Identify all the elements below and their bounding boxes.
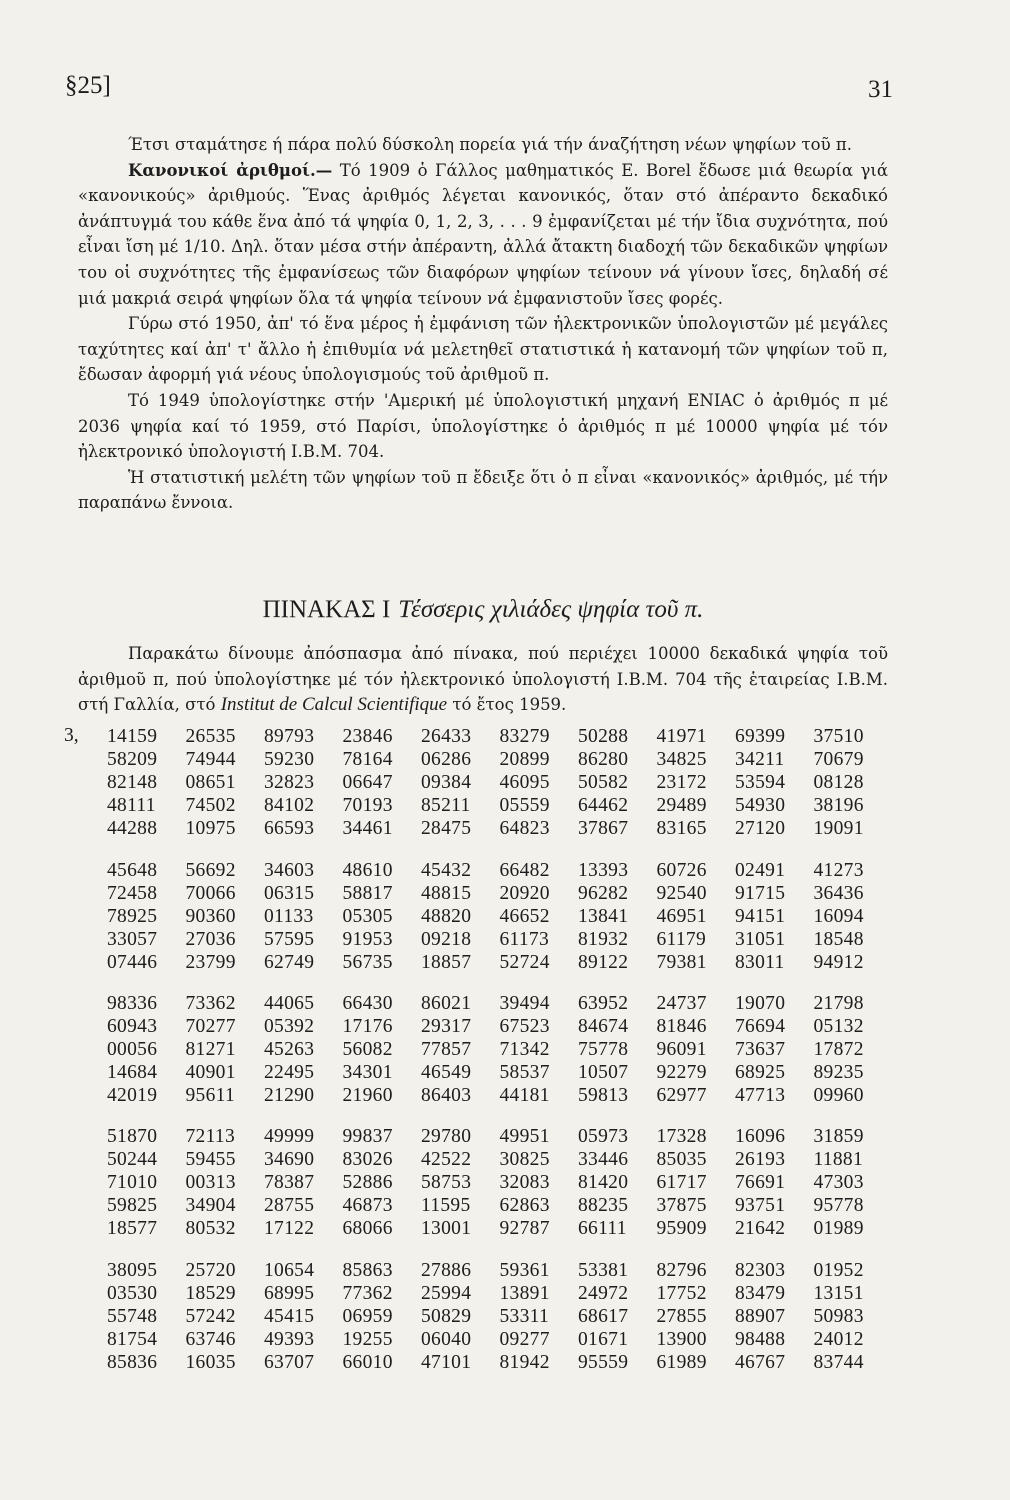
digit-group: 91715	[735, 883, 786, 905]
digit-group: 66111	[578, 1218, 627, 1240]
digit-group: 47101	[421, 1352, 472, 1374]
digit-group: 68066	[342, 1218, 393, 1240]
digit-group: 79381	[656, 952, 707, 974]
digit-group: 89235	[813, 1062, 864, 1084]
digit-group: 18529	[185, 1283, 236, 1305]
digit-group: 59230	[264, 749, 315, 771]
digit-group: 53381	[578, 1260, 629, 1281]
digit-group: 34603	[264, 860, 315, 881]
digit-row	[107, 1125, 892, 1148]
digit-group: 17122	[264, 1218, 315, 1240]
digit-group: 63952	[578, 993, 629, 1014]
digit-group: 34825	[656, 749, 707, 771]
digit-group: 37875	[656, 1195, 707, 1217]
digit-group: 84674	[578, 1016, 629, 1038]
digit-block	[107, 1125, 892, 1240]
digit-group: 23172	[656, 772, 707, 794]
digit-group: 05973	[578, 1126, 629, 1147]
digit-group: 18857	[421, 952, 472, 974]
digit-group: 56692	[185, 860, 236, 881]
digit-group: 83479	[735, 1283, 786, 1305]
digit-group: 17176	[342, 1016, 393, 1038]
digit-group: 26193	[735, 1149, 786, 1171]
digit-group: 83026	[342, 1149, 393, 1171]
digit-group: 61173	[499, 929, 550, 951]
digit-group: 77362	[342, 1283, 393, 1305]
digit-group: 17752	[656, 1283, 707, 1305]
digit-group: 06959	[342, 1306, 393, 1328]
digit-group: 05132	[813, 1016, 864, 1038]
digit-row	[107, 725, 892, 748]
digit-row	[107, 928, 892, 951]
digit-group: 46873	[342, 1195, 393, 1217]
digit-group: 55748	[107, 1306, 158, 1328]
digit-group: 89122	[578, 952, 629, 974]
digit-group: 69399	[735, 726, 786, 747]
digit-group: 77857	[421, 1039, 472, 1061]
digit-group: 66482	[499, 860, 550, 881]
digit-group: 18577	[107, 1218, 158, 1240]
digit-group: 13151	[813, 1283, 864, 1305]
digit-row	[107, 859, 892, 882]
digit-group: 28475	[421, 818, 472, 840]
digit-group: 00056	[107, 1039, 158, 1061]
digit-group: 84102	[264, 795, 315, 817]
digit-group: 31051	[735, 929, 786, 951]
digit-group: 14159	[107, 726, 158, 747]
digit-group: 21798	[813, 993, 864, 1014]
digit-group: 23799	[185, 952, 236, 974]
digit-group: 59813	[578, 1085, 629, 1107]
digit-group: 49951	[499, 1126, 550, 1147]
digit-group: 11881	[813, 1149, 864, 1171]
digit-block	[107, 992, 892, 1107]
digit-group: 13001	[421, 1218, 472, 1240]
digit-group: 29489	[656, 795, 707, 817]
digit-group: 60726	[656, 860, 707, 881]
digit-group: 89793	[264, 726, 315, 747]
digit-group: 16035	[185, 1352, 236, 1374]
digit-group: 33057	[107, 929, 158, 951]
digit-group: 83744	[813, 1352, 864, 1374]
digit-group: 05305	[342, 906, 393, 928]
digit-group: 82796	[656, 1260, 707, 1281]
digit-group: 38095	[107, 1260, 158, 1281]
digit-group: 81846	[656, 1016, 707, 1038]
digit-group: 09277	[499, 1329, 550, 1351]
section-marker: §25]	[65, 72, 111, 99]
digit-group: 41971	[656, 726, 707, 747]
digit-row	[107, 1328, 892, 1351]
digit-group: 24012	[813, 1329, 864, 1351]
digit-group: 78925	[107, 906, 158, 928]
digit-group: 47713	[735, 1085, 786, 1107]
digit-group: 24972	[578, 1283, 629, 1305]
digit-group: 26433	[421, 726, 472, 747]
digit-group: 85863	[342, 1260, 393, 1281]
digit-group: 38196	[813, 795, 864, 817]
digit-group: 50244	[107, 1149, 158, 1171]
digit-group: 48815	[421, 883, 472, 905]
digit-group: 72458	[107, 883, 158, 905]
digit-group: 70277	[185, 1016, 236, 1038]
digit-group: 71342	[499, 1039, 550, 1061]
digit-group: 44181	[499, 1085, 550, 1107]
digit-group: 57595	[264, 929, 315, 951]
digit-row	[107, 1038, 892, 1061]
digit-group: 40901	[185, 1062, 236, 1084]
digit-group: 29317	[421, 1016, 472, 1038]
digit-group: 91953	[342, 929, 393, 951]
digit-group: 92540	[656, 883, 707, 905]
digit-group: 27036	[185, 929, 236, 951]
digit-row	[107, 771, 892, 794]
paragraph-4: Τό 1949 ὑπολογίστηκε στήν 'Αμερική μέ ὑπολογιστική μηχανή ENIAC ὁ ἀριθμός π μέ 2036 ψηφία καί τό 1959, στό Παρίσι, ὑπολογίστηκε ὁ ἀριθμός π μέ 10000 ψηφία μέ τόν ἠλεκτρονικό ὑπολογιστή Ι.Β.Μ. 704.	[78, 390, 888, 462]
digit-group: 86403	[421, 1085, 472, 1107]
digit-group: 98336	[107, 993, 158, 1014]
digit-row	[107, 882, 892, 905]
digit-group: 66430	[342, 993, 393, 1014]
digit-group: 95611	[185, 1085, 236, 1107]
table-intro-after: τό ἔτος 1959.	[452, 695, 567, 715]
digit-group: 74944	[185, 749, 236, 771]
digit-group: 09960	[813, 1085, 864, 1107]
digit-group: 16096	[735, 1126, 786, 1147]
digit-group: 32083	[499, 1172, 550, 1194]
digit-group: 70679	[813, 749, 864, 771]
digit-group: 81420	[578, 1172, 629, 1194]
digit-group: 06315	[264, 883, 315, 905]
bold-lead: Κανονικοί ἀριθμοί.—	[128, 160, 333, 180]
digit-group: 41273	[813, 860, 864, 881]
digit-group: 34211	[735, 749, 785, 771]
digit-group: 90360	[185, 906, 236, 928]
digit-group: 96282	[578, 883, 629, 905]
digit-group: 54930	[735, 795, 786, 817]
digit-group: 21642	[735, 1218, 786, 1240]
digit-row	[107, 905, 892, 928]
digit-group: 32823	[264, 772, 315, 794]
digit-group: 34301	[342, 1062, 393, 1084]
digit-group: 56735	[342, 952, 393, 974]
institute-name: Institut de Calcul Scientifique	[220, 694, 448, 716]
digit-group: 45648	[107, 860, 158, 881]
table-label: ΠΙΝΑΚΑΣ Ι	[262, 596, 391, 623]
digit-group: 53311	[499, 1306, 550, 1328]
digit-group: 81942	[499, 1352, 550, 1374]
digit-group: 63707	[264, 1352, 315, 1374]
digit-group: 45263	[264, 1039, 315, 1061]
digit-group: 20920	[499, 883, 550, 905]
digit-group: 06286	[421, 749, 472, 771]
digit-group: 78164	[342, 749, 393, 771]
digit-group: 52724	[499, 952, 550, 974]
digit-group: 17872	[813, 1039, 864, 1061]
digit-group: 58817	[342, 883, 393, 905]
digit-group: 07446	[107, 952, 158, 974]
digit-group: 24737	[656, 993, 707, 1014]
digit-row	[107, 992, 892, 1015]
body-text	[78, 132, 888, 516]
digit-group: 10507	[578, 1062, 629, 1084]
digit-group: 88907	[735, 1306, 786, 1328]
digit-group: 83165	[656, 818, 707, 840]
digit-group: 00313	[185, 1172, 236, 1194]
digit-group: 08128	[813, 772, 864, 794]
pi-integer-part: 3,	[64, 725, 79, 746]
digit-block	[107, 1259, 892, 1374]
digit-group: 30825	[499, 1149, 550, 1171]
table-intro-paragraph	[78, 641, 888, 718]
digit-group: 01952	[813, 1260, 864, 1281]
digit-group: 83279	[499, 726, 550, 747]
digit-group: 58537	[499, 1062, 550, 1084]
digit-group: 62749	[264, 952, 315, 974]
digit-group: 58209	[107, 749, 158, 771]
digit-group: 31859	[813, 1126, 864, 1147]
digit-group: 73637	[735, 1039, 786, 1061]
digit-group: 46951	[656, 906, 707, 928]
digit-row	[107, 794, 892, 817]
digit-group: 74502	[185, 795, 236, 817]
digit-group: 59825	[107, 1195, 158, 1217]
digit-row	[107, 1217, 892, 1240]
digit-group: 81271	[185, 1039, 236, 1061]
digit-row	[107, 1015, 892, 1038]
digit-group: 34690	[264, 1149, 315, 1171]
digit-group: 01671	[578, 1329, 629, 1351]
digit-group: 19091	[813, 818, 864, 840]
digit-group: 19070	[735, 993, 786, 1014]
paragraph-2	[78, 158, 888, 312]
digit-group: 36436	[813, 883, 864, 905]
digit-group: 81932	[578, 929, 629, 951]
digit-group: 66010	[342, 1352, 393, 1374]
digit-group: 56082	[342, 1039, 393, 1061]
digit-row	[107, 1259, 892, 1282]
digit-group: 05392	[264, 1016, 315, 1038]
digit-group: 59455	[185, 1149, 236, 1171]
digit-group: 42019	[107, 1085, 158, 1107]
digit-group: 98488	[735, 1329, 786, 1351]
digit-group: 13841	[578, 906, 629, 928]
digit-group: 48820	[421, 906, 472, 928]
digit-group: 52886	[342, 1172, 393, 1194]
digit-group: 50983	[813, 1306, 864, 1328]
digit-group: 34904	[185, 1195, 236, 1217]
digit-group: 33446	[578, 1149, 629, 1171]
digit-group: 73362	[185, 993, 236, 1014]
digit-group: 68925	[735, 1062, 786, 1084]
digit-group: 95909	[656, 1218, 707, 1240]
digit-group: 13393	[578, 860, 629, 881]
digit-group: 66593	[264, 818, 315, 840]
digit-group: 71010	[107, 1172, 158, 1194]
digit-group: 46767	[735, 1352, 786, 1374]
digit-group: 96091	[656, 1039, 707, 1061]
digit-group: 95559	[578, 1352, 629, 1374]
digit-group: 68995	[264, 1283, 315, 1305]
digit-group: 80532	[185, 1218, 236, 1240]
digit-group: 46652	[499, 906, 550, 928]
digit-group: 76691	[735, 1172, 786, 1194]
digit-group: 02491	[735, 860, 786, 881]
digit-block	[107, 859, 892, 974]
digit-group: 61989	[656, 1352, 707, 1374]
table-title: Τέσσερις χιλιάδες ψηφία τοῦ π.	[398, 596, 704, 623]
digit-group: 72113	[185, 1126, 236, 1147]
digit-row	[107, 1351, 892, 1374]
digit-group: 27120	[735, 818, 786, 840]
digit-group: 94912	[813, 952, 864, 974]
digit-group: 59361	[499, 1260, 550, 1281]
digit-group: 61717	[656, 1172, 707, 1194]
digit-group: 44288	[107, 818, 158, 840]
digit-group: 06040	[421, 1329, 472, 1351]
digit-group: 48610	[342, 860, 393, 881]
digit-group: 42522	[421, 1149, 472, 1171]
digit-group: 82303	[735, 1260, 786, 1281]
digit-group: 85035	[656, 1149, 707, 1171]
digit-row	[107, 1148, 892, 1171]
digit-group: 57242	[185, 1306, 236, 1328]
digit-group: 51870	[107, 1126, 158, 1147]
digit-group: 46095	[499, 772, 550, 794]
digit-group: 68617	[578, 1306, 629, 1328]
digit-group: 45432	[421, 860, 472, 881]
digit-row	[107, 951, 892, 974]
digit-row	[107, 817, 892, 840]
digit-group: 47303	[813, 1172, 864, 1194]
digit-group: 75778	[578, 1039, 629, 1061]
digit-group: 63746	[185, 1329, 236, 1351]
digit-group: 08651	[185, 772, 236, 794]
digit-group: 48111	[107, 795, 156, 817]
digit-group: 44065	[264, 993, 315, 1014]
digit-group: 27886	[421, 1260, 472, 1281]
digit-group: 25994	[421, 1283, 472, 1305]
table-intro	[78, 641, 888, 718]
digit-group: 99837	[342, 1126, 393, 1147]
digit-group: 70193	[342, 795, 393, 817]
digit-group: 60943	[107, 1016, 158, 1038]
digit-group: 23846	[342, 726, 393, 747]
digit-group: 93751	[735, 1195, 786, 1217]
digit-group: 92787	[499, 1218, 550, 1240]
digit-group: 28755	[264, 1195, 315, 1217]
digit-group: 64462	[578, 795, 629, 817]
digit-group: 13900	[656, 1329, 707, 1351]
digit-group: 11595	[421, 1195, 471, 1217]
digit-group: 25720	[185, 1260, 236, 1281]
digit-row	[107, 1171, 892, 1194]
digit-group: 70066	[185, 883, 236, 905]
digit-group: 14684	[107, 1062, 158, 1084]
digit-group: 49999	[264, 1126, 315, 1147]
digit-group: 09384	[421, 772, 472, 794]
digit-group: 16094	[813, 906, 864, 928]
digit-group: 45415	[264, 1306, 315, 1328]
digit-group: 22495	[264, 1062, 315, 1084]
digit-group: 21960	[342, 1085, 393, 1107]
digit-group: 03530	[107, 1283, 158, 1305]
digit-group: 85211	[421, 795, 471, 817]
digit-group: 39494	[499, 993, 550, 1014]
digit-row	[107, 1061, 892, 1084]
page-number: 31	[868, 76, 893, 103]
digit-group: 49393	[264, 1329, 315, 1351]
paragraph-5: Ἡ στατιστική μελέτη τῶν ψηφίων τοῦ π ἔδειξε ὅτι ὁ π εἶναι «κανονικός» ἀριθμός, μέ τήν παραπάνω ἔννοια.	[78, 467, 888, 513]
digit-block	[107, 725, 892, 840]
digit-group: 92279	[656, 1062, 707, 1084]
table-intro-before: Παρακάτω δίνουμε ἀπόσπασμα ἀπό πίνακα, πού περιέχει 10000 δεκαδικά ψηφία τοῦ ἀριθμοῦ π, πού ὑπολογίστηκε μέ τόν ἠλεκτρονικό ὑπολογιστή Ι.Β.Μ. 704 τῆς ἑταιρείας Ι.Β.Μ. στή Γαλλία, στό	[78, 644, 888, 715]
digit-group: 26535	[185, 726, 236, 747]
digit-group: 50829	[421, 1306, 472, 1328]
digit-group: 27855	[656, 1306, 707, 1328]
digit-group: 82148	[107, 772, 158, 794]
digit-group: 09218	[421, 929, 472, 951]
digit-row	[107, 1282, 892, 1305]
digit-group: 81754	[107, 1329, 158, 1351]
digit-group: 50288	[578, 726, 629, 747]
digit-group: 17328	[656, 1126, 707, 1147]
digit-group: 19255	[342, 1329, 393, 1351]
digit-group: 62863	[499, 1195, 550, 1217]
paragraph-3: Γύρω στό 1950, ἀπ' τό ἕνα μέρος ἡ ἐμφάνιση τῶν ἠλεκτρονικῶν ὑπολογιστῶν μέ μεγάλες ταχύτητες καί ἀπ' τ' ἄλλο ἡ ἐπιθυμία νά μελετηθεῖ στατιστικά ἡ κατανομή τῶν ψηφίων τοῦ π, ἔδωσαν ἀφορμή γιά νέους ὑπολογισμούς τοῦ ἀριθμοῦ π.	[78, 314, 888, 385]
digit-group: 37867	[578, 818, 629, 840]
digit-group: 20899	[499, 749, 550, 771]
digit-group: 64823	[499, 818, 550, 840]
digit-group: 53594	[735, 772, 786, 794]
digit-group: 46549	[421, 1062, 472, 1084]
digit-group: 18548	[813, 929, 864, 951]
digit-row	[107, 1084, 892, 1107]
digit-group: 50582	[578, 772, 629, 794]
digit-group: 05559	[499, 795, 550, 817]
digit-group: 76694	[735, 1016, 786, 1038]
digit-group: 10975	[185, 818, 236, 840]
digit-group: 86021	[421, 993, 472, 1014]
digit-group: 78387	[264, 1172, 315, 1194]
digit-group: 61179	[656, 929, 707, 951]
digit-group: 10654	[264, 1260, 315, 1281]
digit-group: 06647	[342, 772, 393, 794]
digit-group: 95778	[813, 1195, 864, 1217]
digit-group: 29780	[421, 1126, 472, 1147]
digit-group: 83011	[735, 952, 785, 974]
digit-group: 85836	[107, 1352, 158, 1374]
digit-group: 01133	[264, 906, 314, 928]
digit-group: 58753	[421, 1172, 472, 1194]
digit-group: 01989	[813, 1218, 864, 1240]
digit-row	[107, 1305, 892, 1328]
digit-group: 62977	[656, 1085, 707, 1107]
table-heading	[78, 596, 888, 624]
digit-group: 94151	[735, 906, 786, 928]
digit-group: 67523	[499, 1016, 550, 1038]
digit-group: 13891	[499, 1283, 550, 1305]
paragraph-2-text: Τό 1909 ὁ Γάλλος μαθηματικός Ε. Borel ἔδωσε μιά θεωρία γιά «κανονικούς» ἀριθμούς. Ἕνας ἀριθμός λέγεται κανονικός, ὅταν στό ἀπέραντο δεκαδικό ἀνάπτυγμά του κάθε ἕνα ἀπό τά ψηφία 0, 1, 2, 3, . . . 9 ἐμφανίζεται μέ τήν ἴδια συχνότητα, πού εἶναι ἴση μέ 1/10. Δηλ. ὅταν μέσα στήν ἀπέραντη, ἀλλά ἄτακτη διαδοχή τῶν δεκαδικῶν ψηφίων του οἱ συχνότητες τῆς ἐμφανίσεως τῶν διαφόρων ψηφίων τείνουν νά γίνουν ἴσες, δηλαδή σέ μιά μακριά σειρά ψηφίων ὅλα τά ψηφία τείνουν νά ἐμφανιστοῦν ἴσες φορές.	[78, 160, 889, 308]
digit-group: 21290	[264, 1085, 315, 1107]
paragraph-1: Έτσι σταμάτησε ή πάρα πολύ δύσκολη πορεία γιά τήν άναζήτηση νέων ψηφίων τοῦ π.	[128, 135, 852, 154]
digit-row	[107, 748, 892, 771]
digit-group: 86280	[578, 749, 629, 771]
digit-group: 88235	[578, 1195, 629, 1217]
digit-group: 34461	[342, 818, 393, 840]
digit-row	[107, 1194, 892, 1217]
digit-group: 37510	[813, 726, 864, 747]
